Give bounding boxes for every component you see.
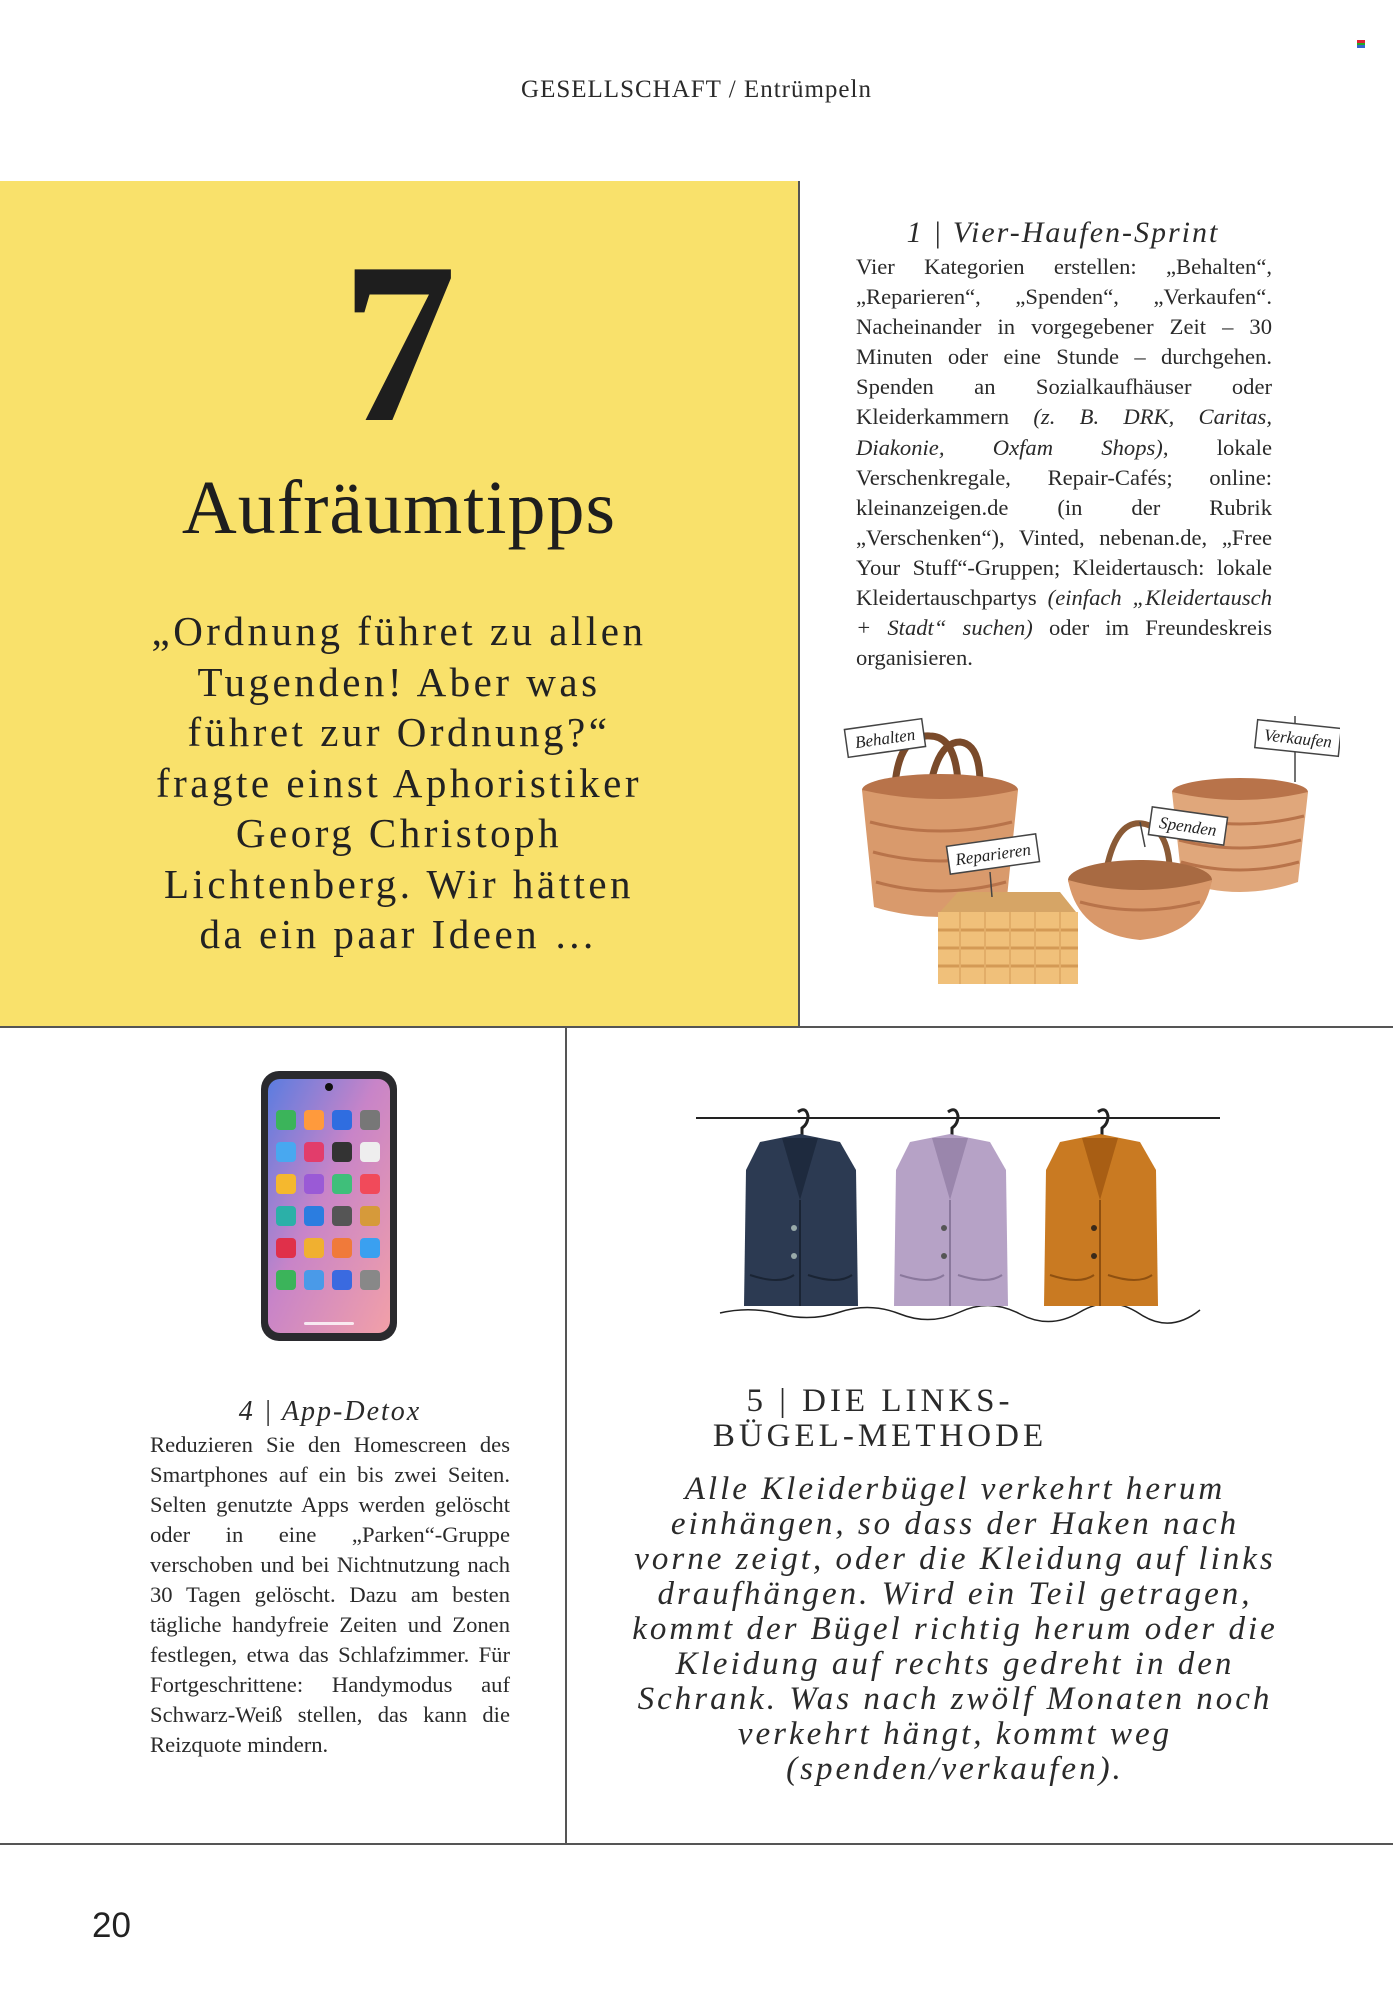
quote-line: Lichtenberg. Wir hätten xyxy=(163,860,635,907)
tip1-text: , lokale Verschenkregale, Repair-Cafés; online: kleinanzeigen.de (in der Rubrik „Verschenken“), Vinted, nebenan.de, „Free Your Stuff“-Gruppen; Kleidertausch: lokale Kleidertauschpartys xyxy=(856,434,1272,611)
intro-quote xyxy=(60,606,738,960)
tip1-text-italic: (z. B. DRK, Caritas, Diakonie, Oxfam Shops) xyxy=(856,404,1272,460)
tag-label: Behalten xyxy=(853,724,917,753)
quote-line: „Ordnung führet zu allen xyxy=(151,608,647,654)
basket-behalten xyxy=(862,736,1018,917)
tag-behalten xyxy=(844,719,925,758)
baskets-illustration xyxy=(840,712,1340,987)
tip1-text: Vier Kategorien erstellen: „Behalten“, „Reparieren“, „Spenden“, „Verkaufen“. Nacheinander in vorgegebener Zeit – 30 Minuten oder eine Stunde – durchgehen. Spenden an Sozialkaufhäuser oder Kleiderkammern xyxy=(856,254,1272,430)
divider-vertical-top xyxy=(798,181,800,1027)
tip1-heading: 1 | Vier-Haufen-Sprint xyxy=(906,216,1220,249)
jacket-navy xyxy=(744,1110,858,1306)
intro-title: Aufräumtipps xyxy=(181,466,617,550)
running-header: GESELLSCHAFT / Entrümpeln xyxy=(521,76,872,103)
tip4-body: Reduzieren Sie den Homescreen des Smartphones auf ein bis zwei Seiten. Selten genutzte Apps werden gelöscht oder in eine „Parken“-Gruppe verschoben und bei Nichtnutzung nach 30 Tagen gelöscht. Dazu am besten tägliche handyfreie Zeiten und Zonen festlegen, etwa das Schlafzimmer. Für Fortgeschrittene: Handymodus auf Schwarz-Weiß stellen, das kann die Reizquote mindern. xyxy=(150,1432,510,1757)
smartphone-illustration xyxy=(260,1070,398,1342)
divider-horizontal-middle xyxy=(0,1026,1393,1028)
divider-vertical-bottom xyxy=(565,1026,567,1844)
tag-label: Reparieren xyxy=(954,839,1032,870)
tag-verkaufen xyxy=(1255,716,1340,782)
jackets-illustration xyxy=(690,1100,1230,1330)
tip5-heading xyxy=(700,1384,1060,1454)
tag-label: Verkaufen xyxy=(1263,725,1333,752)
quote-line: Tugenden! Aber was xyxy=(197,658,601,705)
tip5-heading-line: BÜGEL-METHODE xyxy=(712,1418,1048,1454)
tip1-text: oder im Freundeskreis organisieren. xyxy=(856,615,1272,671)
tip1-text-italic: (einfach „Kleidertausch + Stadt“ suchen) xyxy=(856,585,1272,641)
tip5-heading-line: 5 | DIE LINKS- xyxy=(746,1383,1014,1419)
divider-horizontal-bottom xyxy=(0,1843,1393,1845)
basket-reparieren xyxy=(938,892,1078,984)
quote-line: führet zur Ordnung?“ xyxy=(187,709,611,755)
jacket-orange xyxy=(1044,1110,1158,1306)
tip5-body: Alle Kleiderbügel verkehrt herum einhängen, so dass der Haken nach vorne zeigt, oder die Kleidung auf links draufhängen. Wird ein Teil getragen, kommt der Bügel richtig herum oder die Kleidung auf rechts gedreht in den Schrank. Was nach zwölf Monaten noch verkehrt hängt, kommt weg (spenden/verkaufen). xyxy=(632,1471,1278,1787)
tag-label: Spenden xyxy=(1158,813,1218,840)
flag-icon xyxy=(1357,40,1365,48)
page-number: 20 xyxy=(92,1906,131,1945)
quote-line: Georg Christoph xyxy=(235,810,563,856)
tip4-heading: 4 | App-Detox xyxy=(238,1396,422,1427)
jacket-lilac xyxy=(894,1110,1008,1306)
quote-line: fragte einst Aphoristiker xyxy=(155,759,642,806)
intro-number: 7 xyxy=(341,215,457,470)
quote-line: da ein paar Ideen … xyxy=(199,911,599,957)
tip1-body xyxy=(856,252,1272,673)
